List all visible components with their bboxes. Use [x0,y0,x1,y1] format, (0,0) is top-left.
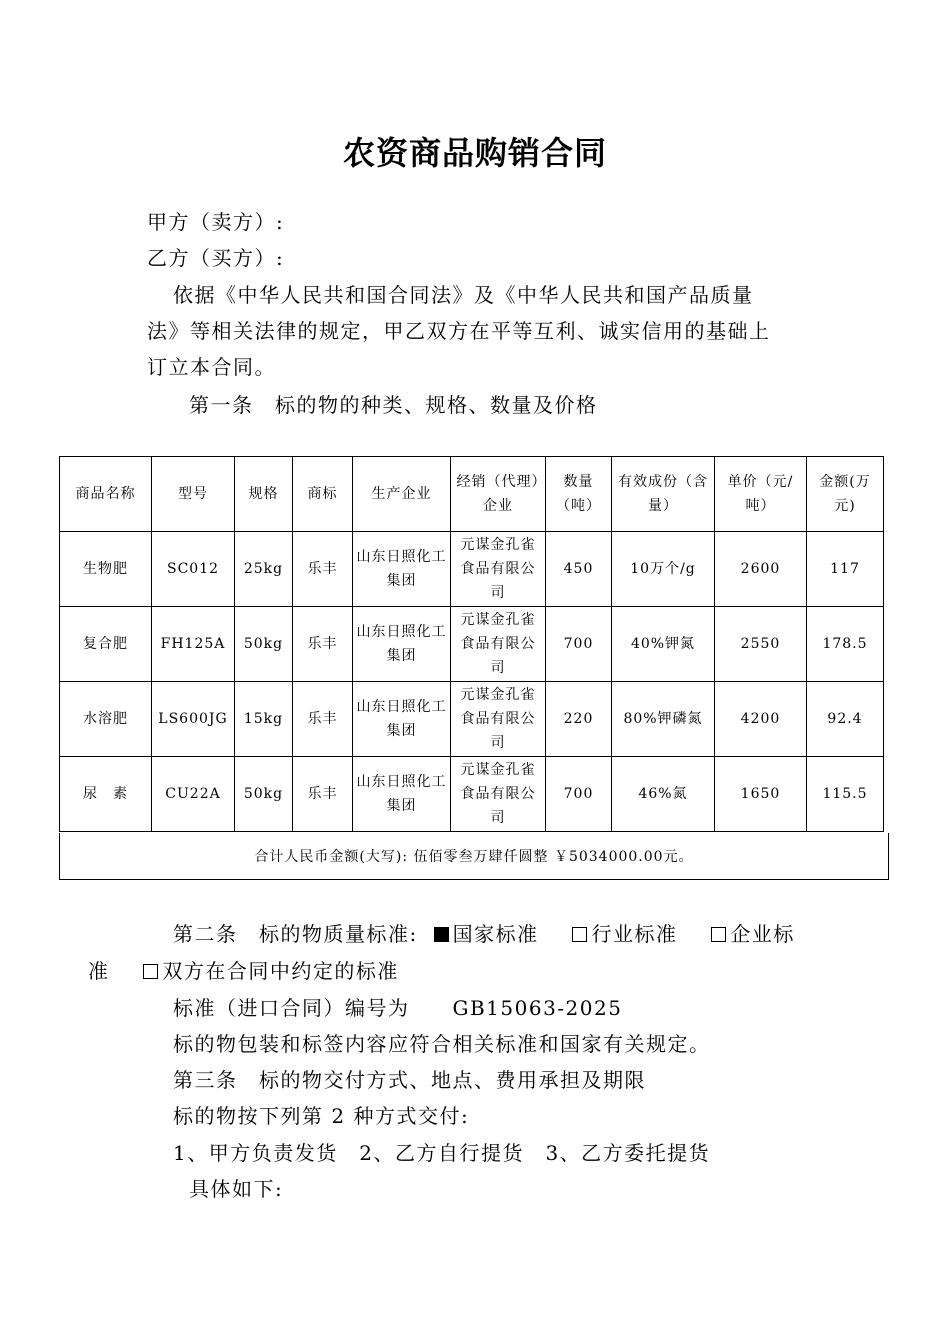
option-agreed-standard: 双方在合同中约定的标准 [162,959,399,983]
table-cell: 山东日照化工集团 [353,607,451,682]
table-cell: 山东日照化工集团 [353,682,451,757]
article-1-heading: 第一条 标的物的种类、规格、数量及价格 [189,393,598,417]
table-cell: 4200 [715,682,807,757]
table-cell: 元谋金孔雀食品有限公司 [451,682,546,757]
standard-number-line: 标准（进口合同）编号为 GB15063-2025 [173,996,623,1020]
option-national-standard: 国家标准 [452,922,539,946]
table-cell: 220 [546,682,612,757]
table-cell: 50kg [235,607,293,682]
header-cell: 有效成份（含量） [612,457,715,532]
table-cell: 15kg [235,682,293,757]
table-cell: 450 [546,532,612,607]
table-cell: 25kg [235,532,293,607]
intro-line-3: 订立本合同。 [147,355,276,379]
table-cell: 40%钾氮 [612,607,715,682]
table-cell: 元谋金孔雀食品有限公司 [451,757,546,832]
table-cell: 700 [546,607,612,682]
header-cell: 数量（吨） [546,457,612,532]
table-cell: LS600JG [152,682,235,757]
party-b-line: 乙方（买方）: [147,246,285,270]
table-cell: 乐丰 [293,757,353,832]
table-cell: 117 [807,532,884,607]
goods-table [59,456,884,832]
option-enterprise-standard-part2: 准 [88,959,110,983]
checkbox-national-standard[interactable] [434,927,449,942]
intro-line-1: 依据《中华人民共和国合同法》及《中华人民共和国产品质量 [173,283,754,307]
header-cell: 金额(万元) [807,457,884,532]
table-cell: CU22A [152,757,235,832]
header-cell: 单价（元/吨） [715,457,807,532]
table-cell: 1650 [715,757,807,832]
table-cell: 2550 [715,607,807,682]
table-row [60,532,884,607]
header-cell: 商标 [293,457,353,532]
table-cell: 92.4 [807,682,884,757]
intro-line-2: 法》等相关法律的规定，甲乙双方在平等互利、诚实信用的基础上 [147,319,771,343]
article-2-heading: 第二条 标的物质量标准: [173,922,418,946]
header-cell: 生产企业 [353,457,451,532]
article-2-line [173,918,795,947]
table-row [60,757,884,832]
table-cell: 山东日照化工集团 [353,757,451,832]
packaging-line: 标的物包装和标签内容应符合相关标准和国家有关规定。 [173,1032,711,1056]
table-cell: 水溶肥 [60,682,152,757]
table-cell: 50kg [235,757,293,832]
table-cell: 178.5 [807,607,884,682]
table-cell: 元谋金孔雀食品有限公司 [451,532,546,607]
article-3-heading: 第三条 标的物交付方式、地点、费用承担及期限 [173,1068,646,1092]
table-cell: 80%钾磷氮 [612,682,715,757]
table-cell: 46%氮 [612,757,715,832]
table-cell: 乐丰 [293,607,353,682]
table-row [60,682,884,757]
delivery-method-line: 标的物按下列第 2 种方式交付: [173,1104,470,1128]
checkbox-agreed-standard[interactable] [143,964,158,979]
header-cell: 型号 [152,457,235,532]
table-cell: 生物肥 [60,532,152,607]
party-a-line: 甲方（卖方）: [147,210,285,234]
option-industry-standard: 行业标准 [591,922,678,946]
checkbox-enterprise-standard[interactable] [711,927,726,942]
checkbox-industry-standard[interactable] [572,927,587,942]
table-cell: 元谋金孔雀食品有限公司 [451,607,546,682]
table-cell: 2600 [715,532,807,607]
delivery-options-line: 1、甲方负责发货 2、乙方自行提货 3、乙方委托提货 [173,1141,711,1165]
details-line: 具体如下: [189,1177,284,1201]
table-header-row [60,457,884,532]
header-cell: 规格 [235,457,293,532]
total-amount-row: 合计人民币金额(大写): 伍佰零叁万肆仟圆整 ￥5034000.00元。 [59,833,889,880]
table-row [60,607,884,682]
table-cell: 乐丰 [293,532,353,607]
table-cell: SC012 [152,532,235,607]
table-cell: 复合肥 [60,607,152,682]
table-cell: 10万个/g [612,532,715,607]
table-cell: 尿 素 [60,757,152,832]
table-cell: 山东日照化工集团 [353,532,451,607]
document-title: 农资商品购销合同 [342,134,607,172]
table-cell: 115.5 [807,757,884,832]
header-cell: 经销（代理）企业 [451,457,546,532]
table-cell: FH125A [152,607,235,682]
table-cell: 乐丰 [293,682,353,757]
table-cell: 700 [546,757,612,832]
option-enterprise-standard-part1: 企业标 [730,922,795,946]
header-cell: 商品名称 [60,457,152,532]
article-2-line-cont [88,955,399,984]
